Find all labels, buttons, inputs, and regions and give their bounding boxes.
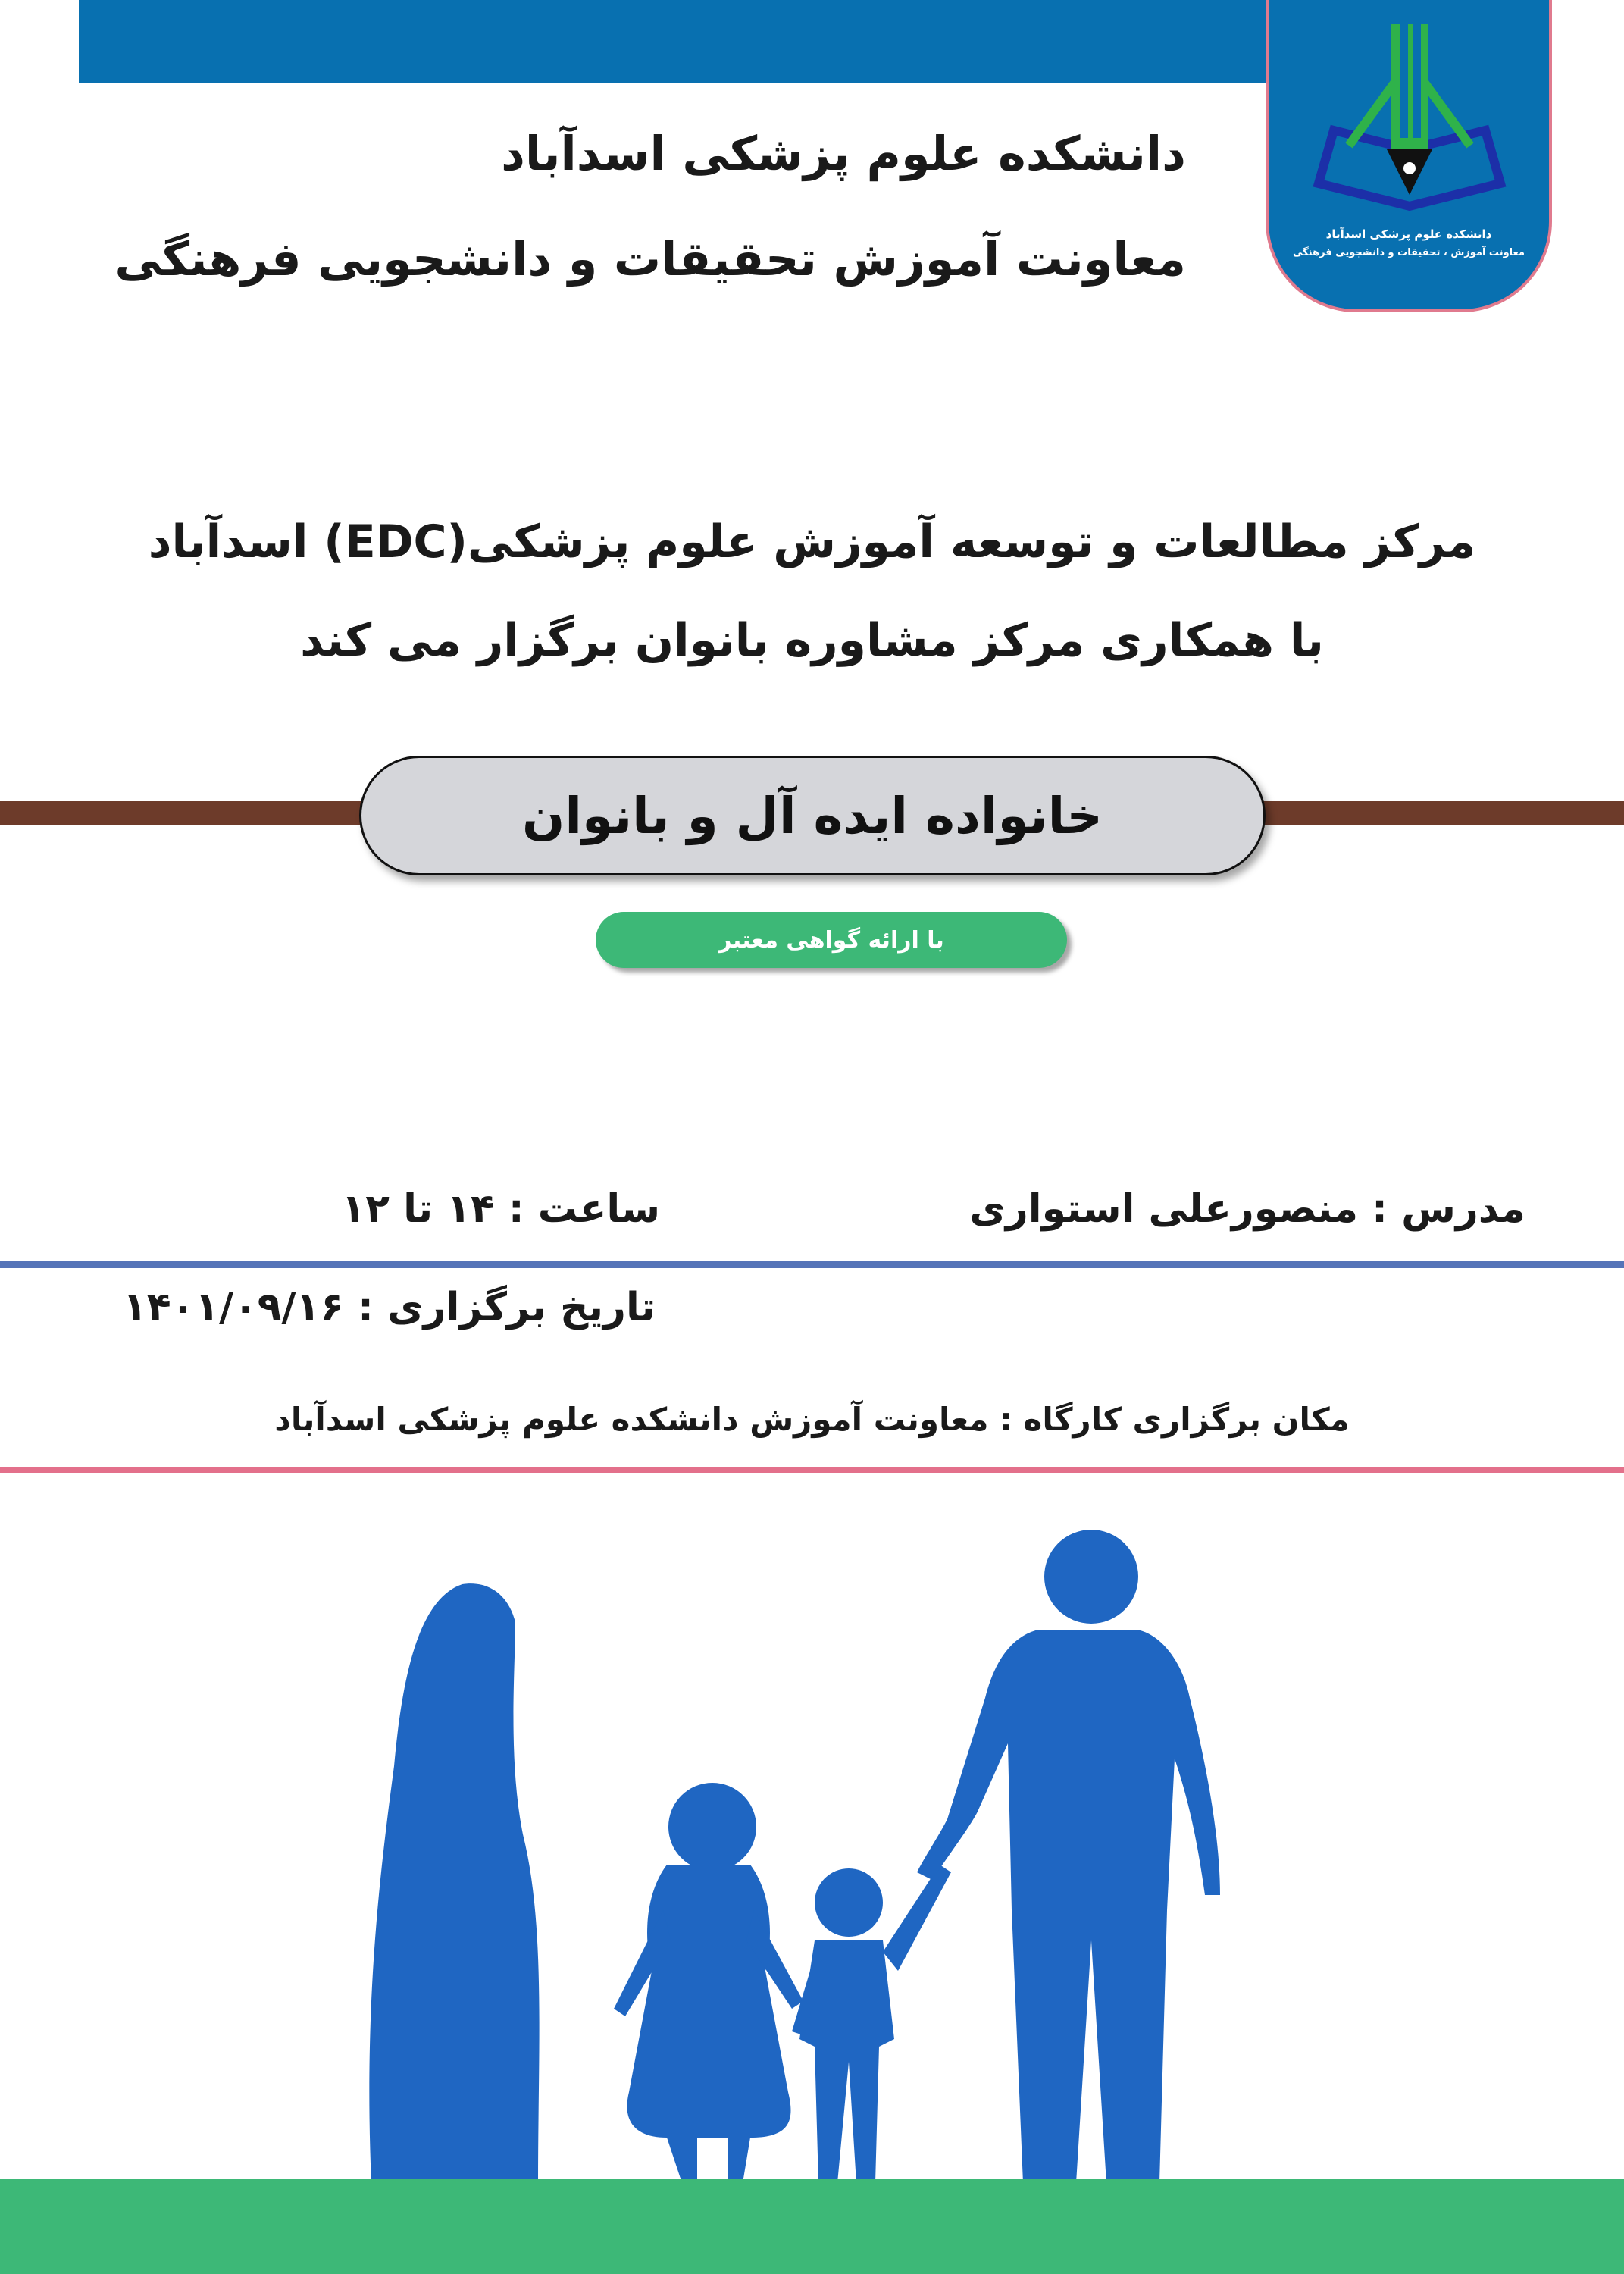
certificate-label: با ارائه گواهی معتبر (718, 926, 944, 954)
logo-caption-line-2: معاونت آموزش ، تحقیقات و دانشجویی فرهنگی (1293, 247, 1525, 258)
organizer-line: مرکز مطالعات و توسعه آموزش علوم پزشکی(EDC) اسدآباد (148, 515, 1476, 568)
family-silhouette-icon (364, 1516, 1243, 2191)
top-color-bar (79, 0, 1266, 83)
time-info: ساعت : ۱۴ تا ۱۲ (341, 1186, 660, 1232)
instructor-info: مدرس : منصورعلی استواری (969, 1186, 1525, 1232)
blue-divider (0, 1261, 1624, 1268)
header-department-name: معاونت آموزش تحقیقات و دانشجویی فرهنگی (114, 231, 1186, 287)
cooperation-line: با همکاری مرکز مشاوره بانوان برگزار می کند (300, 614, 1324, 667)
workshop-title-banner (359, 756, 1266, 875)
logo-caption-line-1: دانشکده علوم پزشکی اسدآباد (1325, 227, 1492, 241)
venue-info: مکان برگزاری کارگاه : معاونت آموزش دانشکده علوم پزشکی اسدآباد (274, 1401, 1350, 1438)
university-emblem-icon (1303, 17, 1516, 221)
certificate-badge (596, 912, 1067, 968)
workshop-title: خانواده ایده آل و بانوان (522, 786, 1103, 845)
bottom-color-band (0, 2179, 1624, 2274)
header-faculty-name: دانشکده علوم پزشکی اسدآباد (501, 126, 1186, 181)
university-logo (1266, 0, 1552, 312)
date-info: تاریخ برگزاری : ۱۴۰۱/۰۹/۱۶ (123, 1285, 656, 1330)
pink-divider (0, 1467, 1624, 1473)
